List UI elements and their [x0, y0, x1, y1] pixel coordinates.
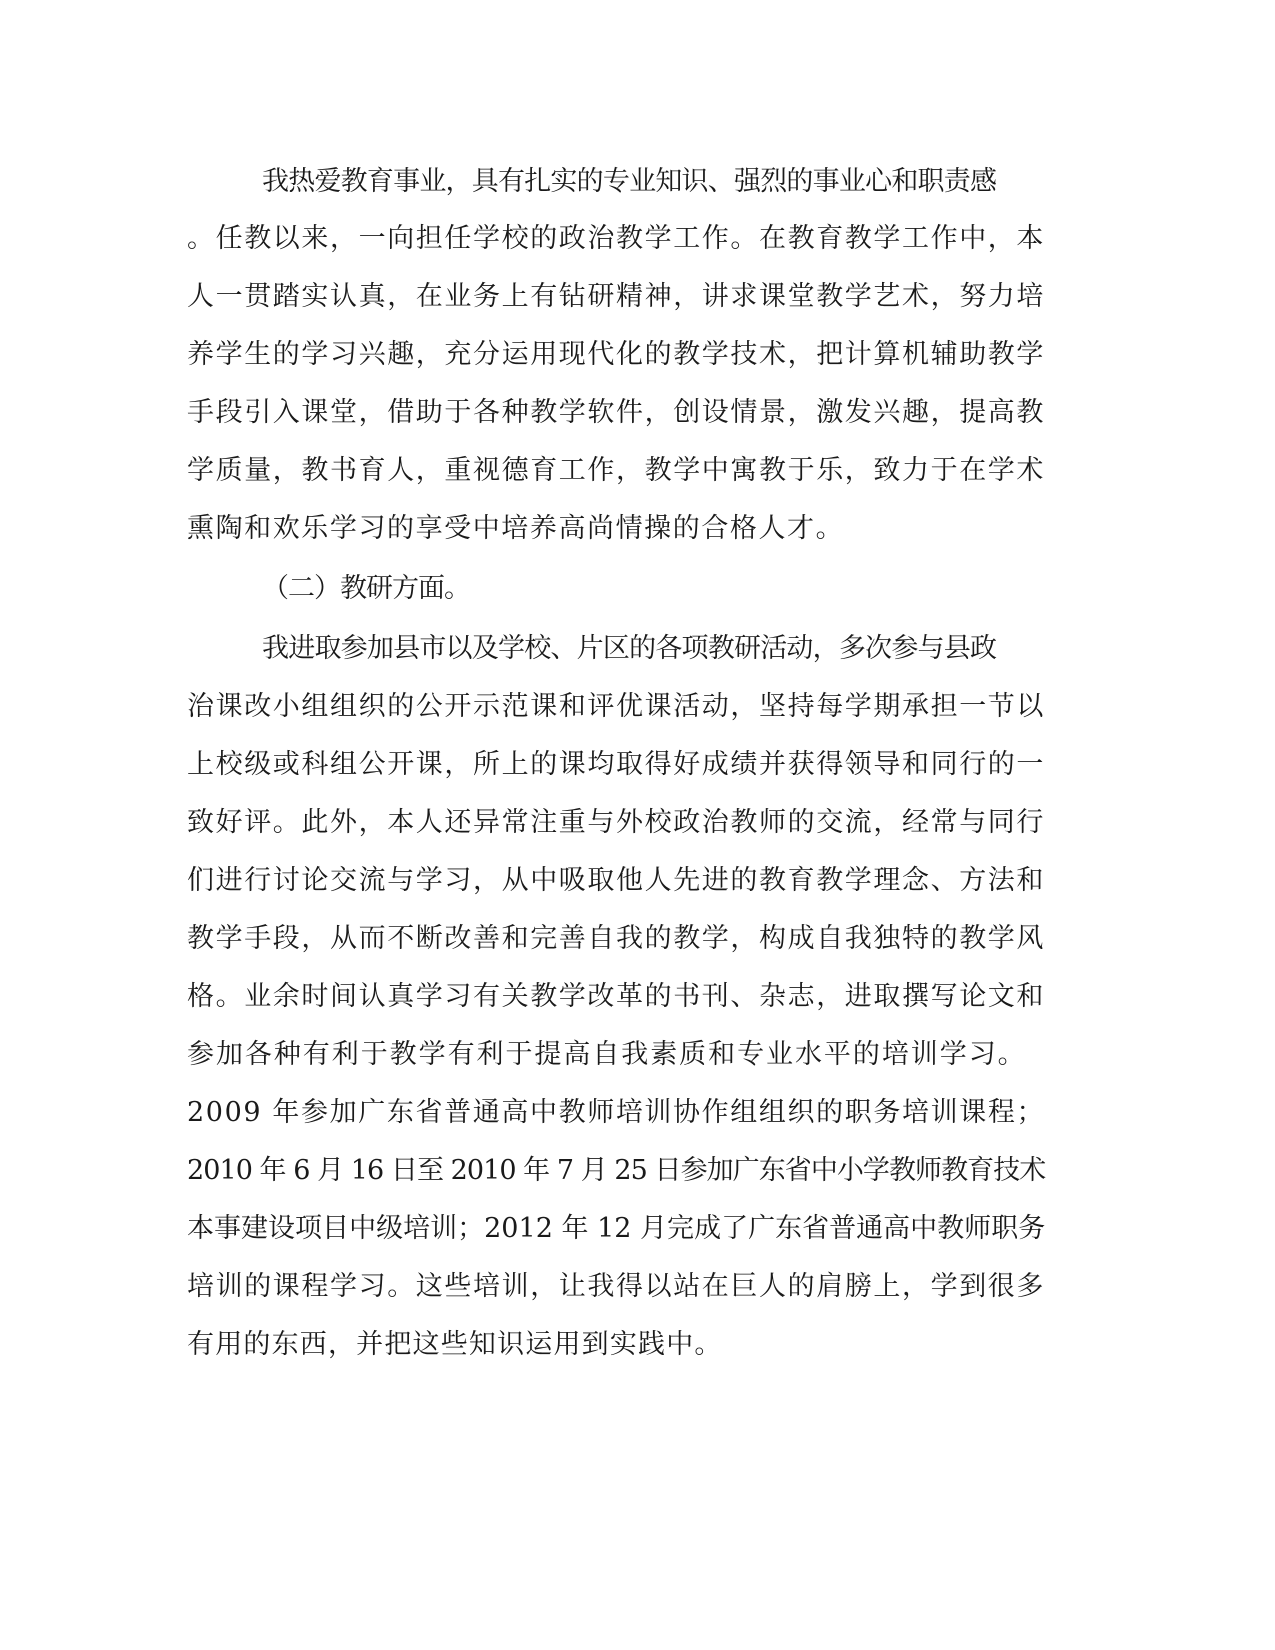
paragraph-line: 有用的东西，并把这些知识运用到实践中。 [187, 1329, 723, 1360]
paragraph-line: 熏陶和欢乐学习的享受中培养高尚情操的合格人才。 [187, 513, 845, 544]
paragraph-line: 格。业余时间认真学习有关教学改革的书刊、杂志，进取撰写论文和 [187, 981, 1045, 1012]
paragraph-line: 人一贯踏实认真，在业务上有钻研精神，讲求课堂教学艺术，努力培 [187, 281, 1045, 312]
section-heading: （二）教研方面。 [262, 573, 470, 604]
paragraph-line: 上校级或科组公开课，所上的课均取得好成绩并获得领导和同行的一 [187, 749, 1045, 780]
paragraph-line: 2009 年参加广东省普通高中教师培训协作组组织的职务培训课程； [187, 1097, 1046, 1128]
paragraph-line: 致好评。此外，本人还异常注重与外校政治教师的交流，经常与同行 [187, 807, 1045, 838]
paragraph-line: 。任教以来，一向担任学校的政治教学工作。在教育教学工作中，本 [187, 223, 1045, 254]
paragraph-line: 培训的课程学习。这些培训，让我得以站在巨人的肩膀上，学到很多 [187, 1271, 1045, 1302]
paragraph-line: 本事建设项目中级培训；2012 年 12 月完成了广东省普通高中教师职务 [187, 1213, 1046, 1244]
paragraph-line: 教学手段，从而不断改善和完善自我的教学，构成自我独特的教学风 [187, 923, 1045, 954]
paragraph-line: 手段引入课堂，借助于各种教学软件，创设情景，激发兴趣，提高教 [187, 397, 1045, 428]
paragraph-line: 学质量，教书育人，重视德育工作，教学中寓教于乐，致力于在学术 [187, 455, 1045, 486]
paragraph-line: 2010 年 6 月 16 日至 2010 年 7 月 25 日参加广东省中小学教师教育技术 [187, 1155, 1046, 1186]
paragraph-line: 们进行讨论交流与学习，从中吸取他人先进的教育教学理念、方法和 [187, 865, 1045, 896]
paragraph-line: 治课改小组组织的公开示范课和评优课活动，坚持每学期承担一节以 [187, 691, 1045, 722]
paragraph-line: 我热爱教育事业，具有扎实的专业知识、强烈的事业心和职责感 [262, 166, 997, 197]
paragraph-line: 养学生的学习兴趣，充分运用现代化的教学技术，把计算机辅助教学 [187, 339, 1045, 370]
paragraph-line: 我进取参加县市以及学校、片区的各项教研活动，多次参与县政 [262, 633, 997, 664]
paragraph-line: 参加各种有利于教学有利于提高自我素质和专业水平的培训学习。 [187, 1039, 1027, 1070]
